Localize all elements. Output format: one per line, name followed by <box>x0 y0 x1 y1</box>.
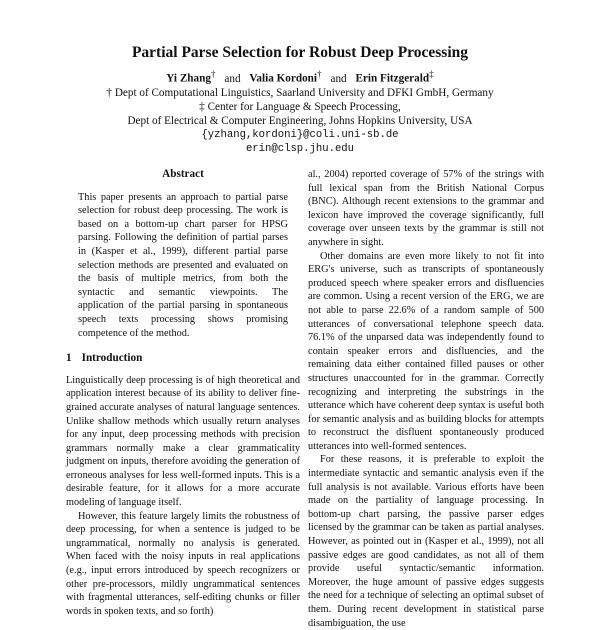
author-email: erin@clsp.jhu.edu <box>245 143 355 155</box>
affiliation-line: Dept of Electrical & Computer Engineering, Johns Hopkins University, USA <box>127 115 473 127</box>
body-paragraph: For these reasons, it is preferable to exploit the intermediate syntactic and semantic analysis even if the full analysis is not available. Various efforts have been made on the partiality of language processing. In bottom-up chart parsing, the passive parser edges licensed by the grammar can be taken as partial analyses. However, as pointed out in (Kasper et al., 1999), not all passive edges are good candidates, as not all of them provide useful syntactic/semantic information. Moreover, the huge amount of passive edges suggests the need for a technique of selecting an optimal subset of them. During recent development in statistical parse disambiguation, the use <box>308 454 544 629</box>
left-column <box>66 168 300 618</box>
right-column <box>308 168 544 630</box>
author-name: Yi Zhang <box>166 72 211 85</box>
author-mark: † <box>317 70 322 80</box>
abstract-heading: Abstract <box>162 168 204 180</box>
body-paragraph: Linguistically deep processing is of high theoretical and application interest because of its ability to deliver fine-grained accurate analyses of natural language sentences. Unlike shallow methods which usually return analyses for any input, deep processing methods with precision grammars normally make a clear grammaticality judgment on inputs, therefore avoiding the generation of erroneous analyses for less well-formed inputs. This is a desirable feature, for it allows for a more accurate modeling of language itself. <box>66 374 300 509</box>
body-paragraph: Other domains are even more likely to not fit into ERG's universe, such as transcripts of spontaneously produced speech where speaker errors and disfluencies are common. Using a recent version of the ERG, we are not able to parse 22.6% of a random sample of 500 utterances of conversational telephone speech data. 76.1% of the unparsed data was independently found to contain speaker errors and disfluencies, and the remaining data either contained filled pauses or other structures unaccounted for in the grammar. Correctly recognizing and interpreting the substrings in the utterance which have coherent deep syntax is useful both for semantic analysis and as building blocks for attempts to reconstruct the disfluent spontaneously produced utterances into well-formed sentences. <box>308 250 544 452</box>
author-line <box>0 70 600 85</box>
abstract-text: This paper presents an approach to partial parse selection for robust deep processing. The work is based on a bottom-up chart parser for HPSG parsing. Following the definition of partial parses in (Kasper et al., 1999), different partial parse selection methods are presented and evaluated on the basis of multiple metrics, from both the syntactic and semantic viewpoints. The application of the partial parsing in spontaneous speech texts processing shows promising competence of the method. <box>78 191 288 339</box>
paper-title: Partial Parse Selection for Robust Deep Processing <box>131 44 469 61</box>
author-mark: ‡ <box>429 70 434 80</box>
author-name: Erin Fitzgerald <box>355 72 430 85</box>
author-mark: † <box>210 70 216 80</box>
body-paragraph: However, this feature largely limits the robustness of deep processing, for when a sentence is judged to be ungrammatical, normally no analysis is generated. When faced with the noisy inputs in real applications (e.g., input errors introduced by speech recognizers or other pre-processors, mildly ungrammatical sentences with fragmental utterances, self-editing chunks or filler words in spoken texts, and so forth) <box>66 510 300 617</box>
affiliation-line: † Dept of Computational Linguistics, Saarland University and DFKI GmbH, Germany <box>106 87 494 99</box>
affiliation-line: ‡ Center for Language & Speech Processing, <box>199 101 401 113</box>
section-heading <box>66 352 300 366</box>
section-title: Introduction <box>81 352 143 365</box>
author-email: {yzhang,kordoni}@coli.uni-sb.de <box>201 129 399 141</box>
body-paragraph: al., 2004) reported coverage of 57% of the strings with full lexical span from the British National Corpus (BNC). Although recent extensions to the grammar and lexicon have improved the coverage significantly, full coverage over unseen texts by the grammar is still not anywhere in sight. <box>308 169 544 248</box>
author-conjunction: and <box>224 72 241 85</box>
author-conjunction: and <box>330 72 347 85</box>
section-number: 1 <box>66 352 72 365</box>
author-name: Valia Kordoni <box>249 72 318 85</box>
